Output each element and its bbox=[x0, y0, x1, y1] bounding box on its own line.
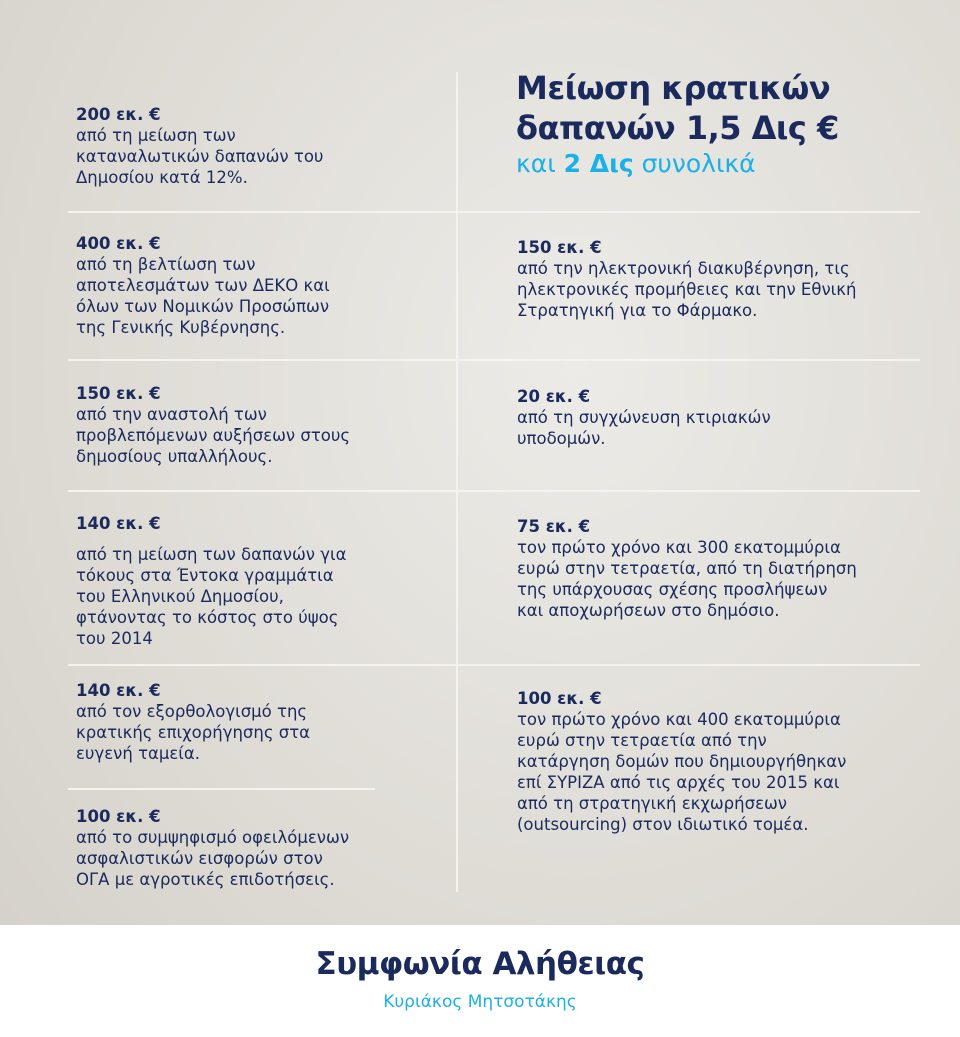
headline-main: Μείωση κρατικών δαπανών 1,5 Δις € bbox=[516, 69, 839, 147]
saving-item bbox=[76, 383, 350, 467]
brand-title: Συμφωνία Αλήθειας bbox=[315, 946, 645, 982]
sub-pre: και bbox=[516, 149, 564, 178]
saving-item bbox=[76, 104, 323, 188]
amount: 20 εκ. € bbox=[517, 387, 591, 406]
description: από την ηλεκτρονική διακυβέρνηση, τις ηλεκτρονικές προμήθειες και την Εθνική Στρατηγική για το Φάρμακο. bbox=[517, 259, 857, 320]
saving-item bbox=[517, 688, 846, 835]
column-divider bbox=[456, 72, 458, 892]
amount: 140 εκ. € bbox=[76, 681, 161, 700]
saving-item bbox=[76, 233, 330, 338]
saving-item bbox=[517, 237, 856, 321]
row-divider bbox=[68, 359, 920, 361]
saving-item bbox=[76, 806, 349, 890]
description: από τη συγχώνευση κτιριακών υποδομών. bbox=[517, 408, 771, 448]
description: από το συμψηφισμό οφειλόμενων ασφαλιστικών εισφορών στον ΟΓΑ με αγροτικές επιδοτήσεις. bbox=[76, 828, 350, 889]
amount: 75 εκ. € bbox=[517, 517, 591, 536]
row-divider bbox=[68, 211, 920, 213]
amount: 400 εκ. € bbox=[76, 234, 161, 253]
headline bbox=[516, 68, 839, 180]
description: τον πρώτο χρόνο και 400 εκατομμύρια ευρώ στην τετραετία από την κατάργηση δομών που δημιουργήθηκαν επί ΣΥΡΙΖΑ από τις αρχές του 2015 και από τη στρατηγική εκχωρήσεων (outsourcing) στον ιδιωτικό τομέα. bbox=[517, 710, 847, 834]
headline-sub bbox=[516, 148, 839, 180]
sub-post: συνολικά bbox=[633, 149, 756, 178]
amount: 200 εκ. € bbox=[76, 105, 161, 124]
brand-subtitle: Κυριάκος Μητσοτάκης bbox=[383, 992, 577, 1012]
row-divider bbox=[68, 664, 920, 666]
row-divider bbox=[68, 490, 920, 492]
description: από τη βελτίωση των αποτελεσμάτων των ΔΕΚΟ και όλων των Νομικών Προσώπων της Γενικής Κυβέρνησης. bbox=[76, 255, 330, 337]
saving-item bbox=[76, 680, 310, 764]
amount: 100 εκ. € bbox=[76, 807, 161, 826]
description: από τη μείωση των δαπανών για τόκους στα Έντοκα γραμμάτια του Ελληνικού Δημοσίου, φτάνοντας το κόστος στο ύψος του 2014 bbox=[76, 545, 347, 648]
description: από τη μείωση των καταναλωτικών δαπανών του Δημοσίου κατά 12%. bbox=[76, 126, 324, 187]
amount: 150 εκ. € bbox=[517, 238, 602, 257]
amount: 100 εκ. € bbox=[517, 689, 602, 708]
saving-item bbox=[517, 386, 771, 449]
saving-item bbox=[517, 516, 857, 621]
amount: 140 εκ. € bbox=[76, 514, 161, 533]
sub-highlight: 2 Δις bbox=[563, 149, 634, 178]
description: από τον εξορθολογισμό της κρατικής επιχορήγησης στα ευγενή ταμεία. bbox=[76, 702, 311, 763]
saving-item bbox=[76, 513, 346, 649]
row-divider bbox=[68, 788, 375, 790]
amount: 150 εκ. € bbox=[76, 384, 161, 403]
description: τον πρώτο χρόνο και 300 εκατομμύρια ευρώ στην τετραετία, από τη διατήρηση της υπάρχουσας σχέσης προσλήψεων και αποχωρήσεων στο δημόσιο. bbox=[517, 538, 857, 620]
description: από την αναστολή των προβλεπόμενων αυξήσεων στους δημοσίους υπαλλήλους. bbox=[76, 405, 351, 466]
